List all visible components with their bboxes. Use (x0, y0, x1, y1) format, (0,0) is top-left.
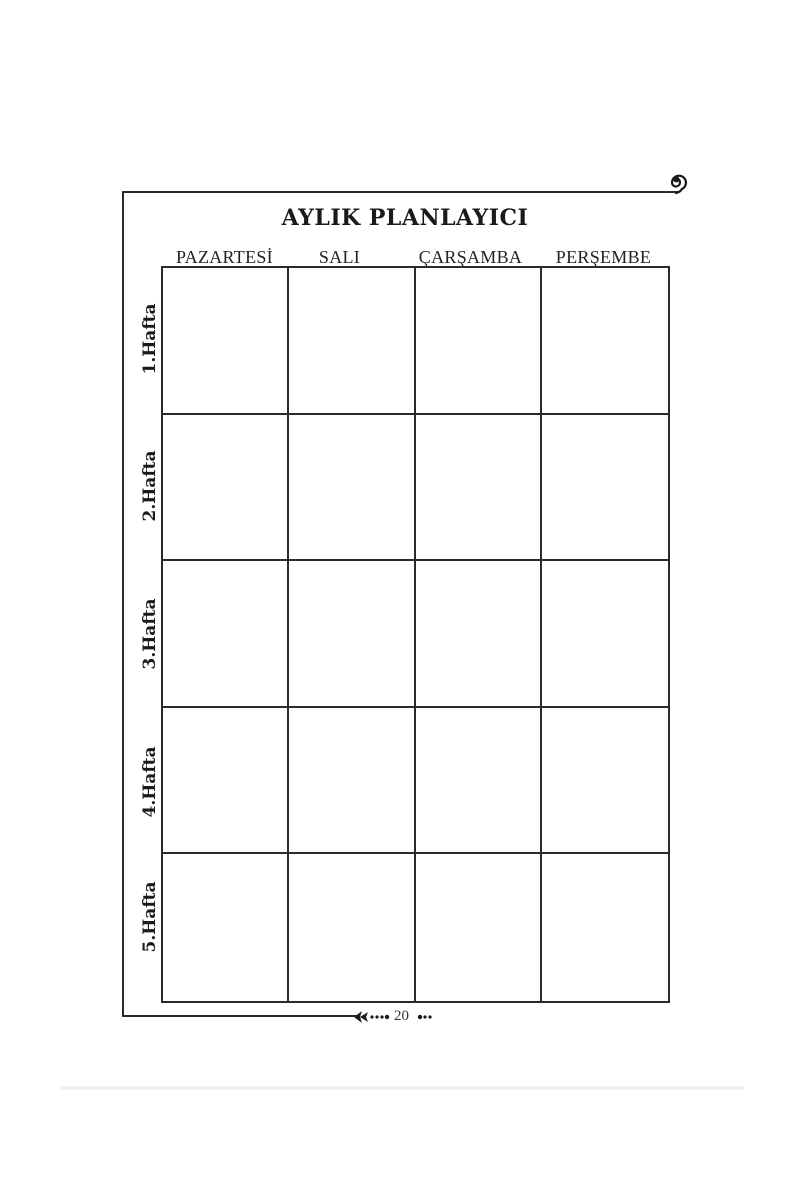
planner-cell-w5-mon[interactable] (163, 854, 289, 1001)
swirl-ornament-icon (656, 160, 696, 200)
day-header-monday: PAZARTESİ (176, 247, 273, 267)
frame-top-line (122, 191, 678, 193)
planner-cell-w3-thu[interactable] (542, 561, 668, 708)
planner-cell-w1-thu[interactable] (542, 268, 668, 415)
planner-cell-w4-wed[interactable] (416, 708, 542, 855)
planner-cell-w2-tue[interactable] (289, 415, 415, 562)
week-label-text: 5.Hafta (140, 881, 160, 953)
week-label-text: 3.Hafta (140, 598, 160, 670)
planner-cell-w1-mon[interactable] (163, 268, 289, 415)
week-label-text: 2.Hafta (140, 450, 160, 522)
page-title: AYLIK PLANLAYICI (281, 205, 529, 231)
day-header-tuesday: SALI (318, 247, 361, 267)
planner-cell-w2-mon[interactable] (163, 415, 289, 562)
planner-cell-w5-tue[interactable] (289, 854, 415, 1001)
bottom-divider (60, 1086, 744, 1090)
planner-cell-w2-thu[interactable] (542, 415, 668, 562)
planner-cell-w4-mon[interactable] (163, 708, 289, 855)
day-header-wednesday: ÇARŞAMBA (418, 247, 523, 267)
planner-cell-w3-mon[interactable] (163, 561, 289, 708)
planner-cell-w1-tue[interactable] (289, 268, 415, 415)
planner-grid (161, 266, 670, 1003)
planner-cell-w2-wed[interactable] (416, 415, 542, 562)
day-header-thursday: PERŞEMBE (555, 247, 652, 267)
frame-bottom-line (122, 1015, 358, 1017)
planner-cell-w5-wed[interactable] (416, 854, 542, 1001)
week-label-text: 4.Hafta (140, 746, 160, 818)
planner-cell-w5-thu[interactable] (542, 854, 668, 1001)
page-number: 20 (394, 1008, 409, 1024)
planner-cell-w4-tue[interactable] (289, 708, 415, 855)
planner-cell-w3-tue[interactable] (289, 561, 415, 708)
frame-left-line (122, 191, 124, 1017)
week-label-text: 1.Hafta (140, 303, 160, 375)
planner-cell-w4-thu[interactable] (542, 708, 668, 855)
planner-cell-w3-wed[interactable] (416, 561, 542, 708)
planner-cell-w1-wed[interactable] (416, 268, 542, 415)
